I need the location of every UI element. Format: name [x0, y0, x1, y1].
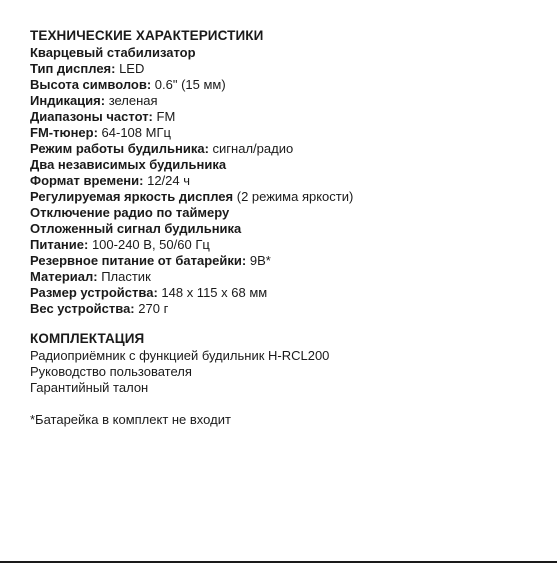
- package-list: [30, 348, 550, 396]
- spec-value: Пластик: [97, 269, 151, 284]
- spec-label: Отложенный сигнал будильника: [30, 221, 242, 236]
- spec-line: [30, 45, 550, 61]
- spec-line: [30, 285, 550, 301]
- document-body: [30, 27, 550, 428]
- spec-value: 270 г: [134, 301, 169, 316]
- spec-line: [30, 301, 550, 317]
- spec-label: Питание:: [30, 237, 89, 252]
- package-item: Гарантийный талон: [30, 380, 149, 395]
- specs-list: [30, 45, 550, 317]
- spec-line: [30, 269, 550, 285]
- spec-line: [30, 141, 550, 157]
- section-spacer: [30, 396, 550, 412]
- spec-line: [30, 157, 550, 173]
- spec-value: 0.6" (15 мм): [151, 77, 226, 92]
- spec-value: 9В*: [246, 253, 271, 268]
- spec-line: [30, 61, 550, 77]
- spec-label: Режим работы будильника:: [30, 141, 209, 156]
- spec-label: Кварцевый стабилизатор: [30, 45, 196, 60]
- spec-line: [30, 189, 550, 205]
- specs-heading: ТЕХНИЧЕСКИЕ ХАРАКТЕРИСТИКИ: [30, 28, 264, 43]
- spec-value: зеленая: [105, 93, 158, 108]
- spec-line: [30, 205, 550, 221]
- spec-line: [30, 125, 550, 141]
- spec-line: [30, 253, 550, 269]
- spec-line: [30, 77, 550, 93]
- package-item: Руководство пользователя: [30, 364, 192, 379]
- spec-label: Диапазоны частот:: [30, 109, 153, 124]
- section-spacer: [30, 317, 550, 330]
- spec-line: [30, 221, 550, 237]
- spec-value: 100-240 В, 50/60 Гц: [88, 237, 210, 252]
- spec-value: сигнал/радио: [208, 141, 294, 156]
- spec-line: [30, 237, 550, 253]
- spec-label: Два независимых будильника: [30, 157, 227, 172]
- spec-line: [30, 93, 550, 109]
- spec-label: Индикация:: [30, 93, 106, 108]
- package-heading: КОМПЛЕКТАЦИЯ: [30, 331, 145, 346]
- spec-value: LED: [115, 61, 145, 76]
- spec-label: Формат времени:: [30, 173, 144, 188]
- spec-label: Размер устройства:: [30, 285, 158, 300]
- spec-value: 148 х 115 х 68 мм: [157, 285, 268, 300]
- spec-value: 64-108 МГц: [97, 125, 171, 140]
- spec-label: Материал:: [30, 269, 98, 284]
- spec-label: Регулируемая яркость дисплея: [30, 189, 234, 204]
- spec-line: [30, 109, 550, 125]
- spec-label: Высота символов:: [30, 77, 152, 92]
- spec-label: Отключение радио по таймеру: [30, 205, 230, 220]
- spec-label: Вес устройства:: [30, 301, 135, 316]
- spec-value: 12/24 ч: [143, 173, 191, 188]
- spec-value: (2 режима яркости): [233, 189, 354, 204]
- footnote: *Батарейка в комплект не входит: [30, 412, 231, 427]
- spec-line: [30, 173, 550, 189]
- spec-label: Тип дисплея:: [30, 61, 116, 76]
- package-item: Радиоприёмник с функцией будильник H-RCL200: [30, 348, 330, 363]
- spec-label: FM-тюнер:: [30, 125, 98, 140]
- spec-value: FM: [152, 109, 176, 124]
- spec-label: Резервное питание от батарейки:: [30, 253, 247, 268]
